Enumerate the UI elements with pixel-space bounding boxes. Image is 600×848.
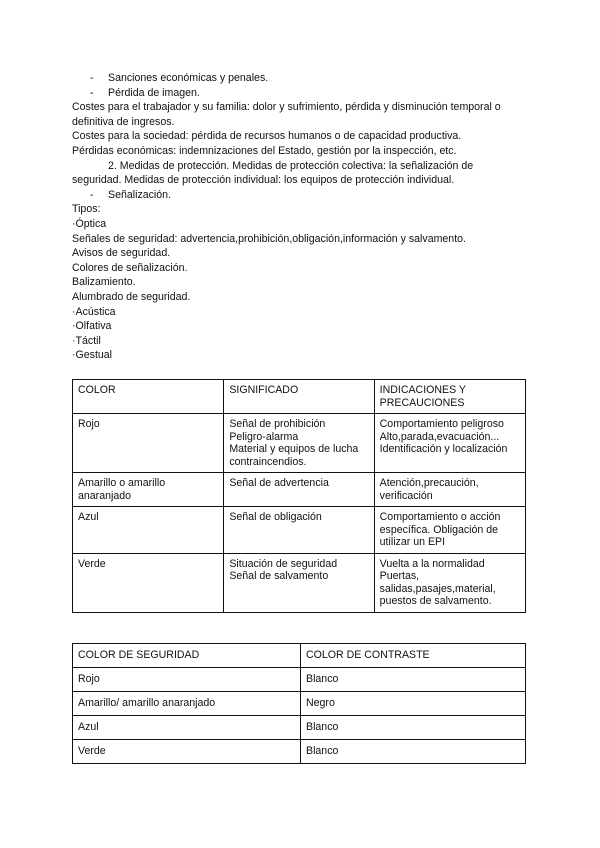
table-row: [73, 414, 526, 473]
header-indicaciones: INDICACIONES Y PRECAUCIONES: [374, 380, 525, 414]
paragraph-line: Avisos de seguridad.: [72, 247, 171, 260]
cell-line: salidas,pasajes,material,: [379, 582, 496, 595]
cell-line: Material y equipos de lucha: [229, 443, 359, 455]
cell-color-seguridad: Verde: [73, 740, 301, 764]
cell-color: [73, 473, 224, 507]
type-olfativa: ·Olfativa: [72, 320, 112, 333]
cell-color-contraste: Blanco: [301, 716, 526, 740]
cell-color: Verde: [73, 553, 224, 612]
cell-line: Situación de seguridad: [229, 557, 338, 570]
cell-line: utilizar un EPI: [379, 536, 446, 548]
type-optica: ·Óptica: [72, 217, 107, 230]
list-item-text: Sanciones económicas y penales.: [108, 72, 269, 84]
header-color: COLOR: [73, 380, 224, 414]
cell-line: puestos de salvamento.: [379, 595, 492, 607]
list-item: [72, 188, 532, 203]
table-row: [73, 692, 526, 716]
list-item: [72, 86, 532, 101]
cell-significado: Señal de advertencia: [224, 473, 374, 507]
table-row: [73, 716, 526, 740]
cell-color-seguridad: Azul: [73, 716, 301, 740]
dash: -: [90, 72, 94, 84]
paragraph-line: definitiva de ingresos.: [72, 115, 175, 128]
table-row: [73, 473, 526, 507]
paragraph-line: 2. Medidas de protección. Medidas de protección colectiva: la señalización de: [108, 159, 474, 172]
table-row: [73, 740, 526, 764]
cell-line: Alto,parada,evacuación...: [379, 430, 500, 443]
cell-line: Señal de prohibición: [229, 418, 326, 430]
table-header-row: [73, 644, 526, 668]
cell-indicaciones: [374, 414, 525, 473]
tipos-heading: Tipos:: [72, 203, 101, 216]
paragraph-line: Costes para el trabajador y su familia: dolor y sufrimiento, pérdida y disminución temporal o: [72, 101, 501, 114]
cell-color-contraste: Negro: [301, 692, 526, 716]
header-color-seguridad: COLOR DE SEGURIDAD: [73, 644, 301, 668]
list-item-text: Pérdida de imagen.: [108, 86, 200, 99]
paragraph-line: Costes para la sociedad: pérdida de recursos humanos o de capacidad productiva.: [72, 130, 462, 143]
type-tactil: ·Táctil: [72, 334, 101, 347]
cell-line: Peligro-alarma: [229, 430, 299, 443]
type-acustica: ·Acústica: [72, 305, 116, 318]
cell-line: contraincendios.: [229, 455, 307, 468]
cell-color-contraste: Blanco: [301, 740, 526, 764]
color-meaning-table: [72, 379, 526, 613]
header-significado: SIGNIFICADO: [224, 380, 374, 414]
paragraph-line: Balizamiento.: [72, 276, 136, 289]
cell-color: Rojo: [73, 414, 224, 473]
cell-line: específica. Obligación de: [379, 523, 499, 536]
header-color-contraste: COLOR DE CONTRASTE: [301, 644, 526, 668]
cell-indicaciones: [374, 473, 525, 507]
cell-indicaciones: [374, 507, 525, 554]
cell-color-contraste: Blanco: [301, 668, 526, 692]
cell-indicaciones: [374, 553, 525, 612]
cell-line: Comportamiento o acción: [379, 511, 501, 523]
cell-line: verificación: [379, 489, 433, 502]
table-row: [73, 553, 526, 612]
cell-color: Azul: [73, 507, 224, 554]
dash: -: [90, 188, 94, 201]
cell-line: Vuelta a la normalidad: [379, 557, 485, 570]
paragraph-line: Alumbrado de seguridad.: [72, 290, 191, 303]
type-gestual: ·Gestual: [72, 349, 113, 362]
table-row: [73, 668, 526, 692]
cell-line: Puertas,: [379, 570, 420, 582]
table-header-row: [73, 380, 526, 414]
cell-color-seguridad: Amarillo/ amarillo anaranjado: [73, 692, 301, 716]
table-row: [73, 507, 526, 554]
list-item-text: Señalización.: [108, 188, 172, 201]
cell-line: Identificación y localización: [379, 443, 508, 455]
cell-line: Señal de salvamento: [229, 570, 329, 582]
paragraph-line: Señales de seguridad: advertencia,prohibición,obligación,información y salvamento.: [72, 232, 466, 245]
paragraph-line: Pérdidas económicas: indemnizaciones del Estado, gestión por la inspección, etc.: [72, 144, 457, 157]
cell-significado: [224, 553, 374, 612]
body-text: [72, 71, 532, 363]
cell-line: Atención,precaución,: [379, 477, 479, 489]
paragraph-line: Colores de señalización.: [72, 261, 188, 274]
cell-line: Amarillo o amarillo: [78, 477, 166, 489]
cell-line: anaranjado: [78, 489, 132, 502]
cell-line: Comportamiento peligroso: [379, 418, 504, 430]
cell-significado: Señal de obligación: [224, 507, 374, 554]
dash: -: [90, 86, 94, 99]
paragraph-line: seguridad. Medidas de protección individual: los equipos de protección individual.: [72, 174, 455, 187]
contrast-color-table: [72, 643, 526, 764]
list-item: [72, 71, 532, 86]
cell-color-seguridad: Rojo: [73, 668, 301, 692]
cell-significado: [224, 414, 374, 473]
